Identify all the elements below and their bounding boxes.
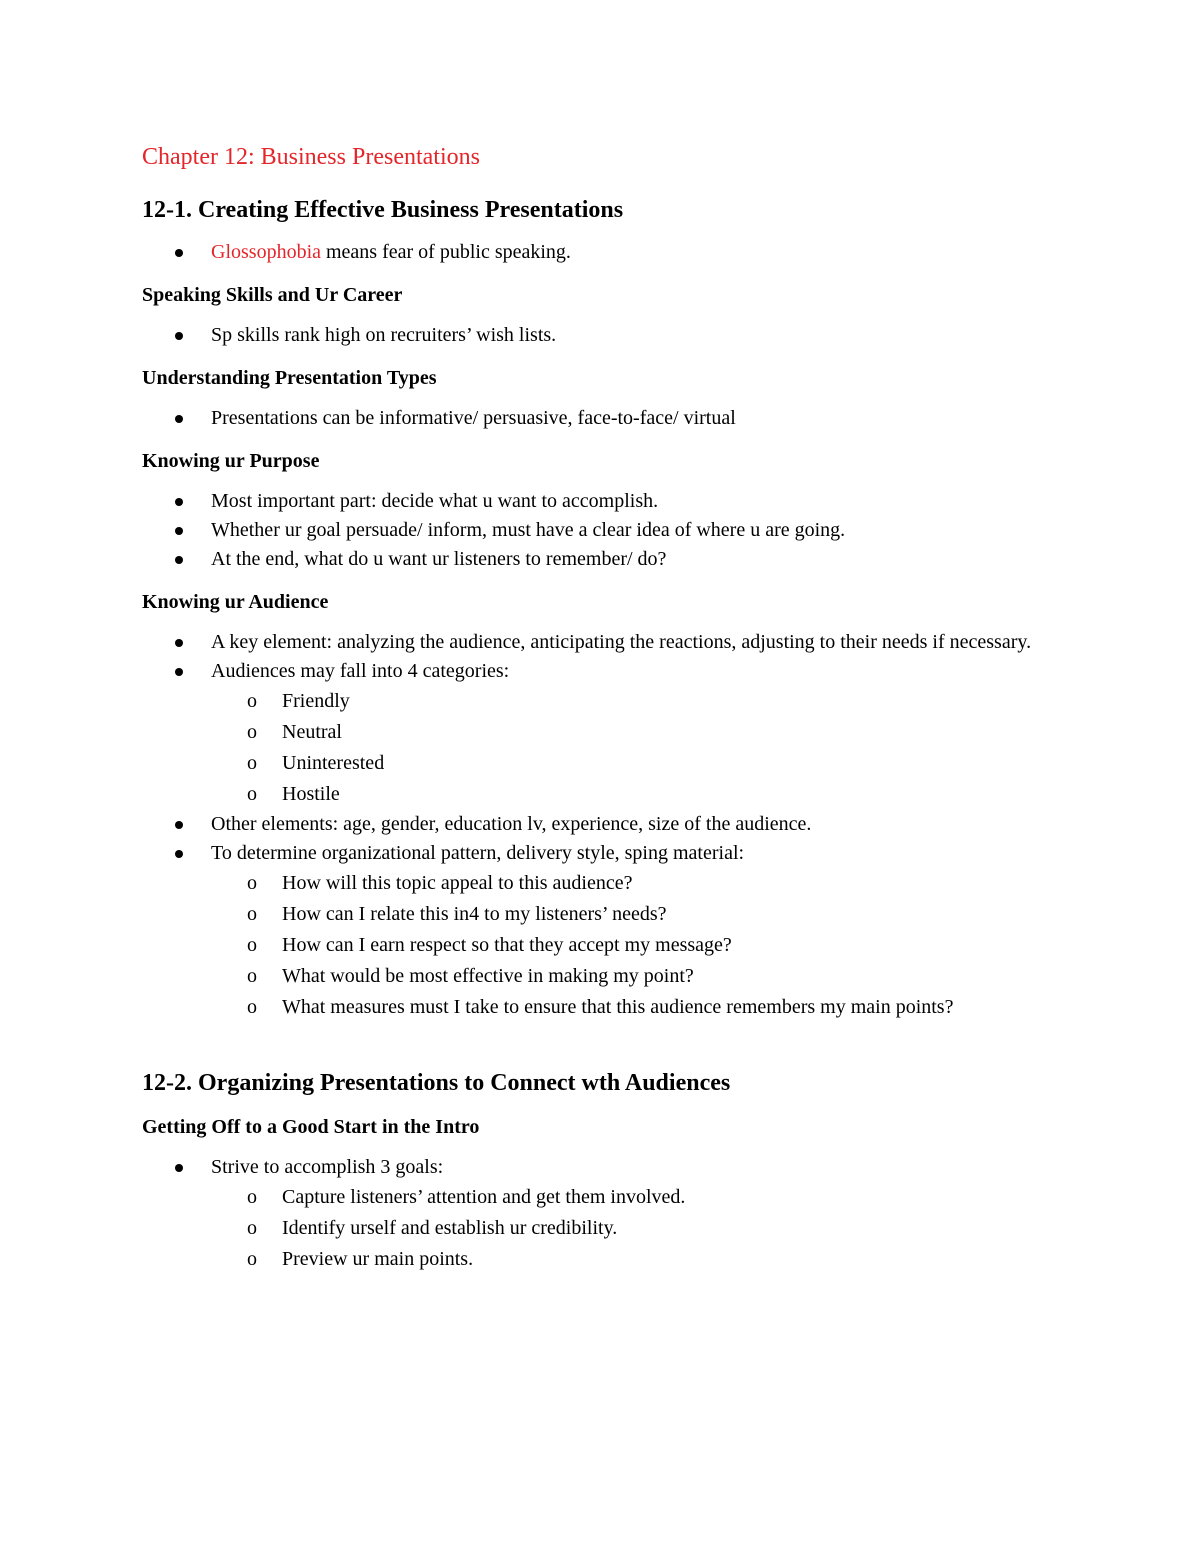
list-item [142,545,1062,574]
circle-bullet-icon: o [247,872,257,894]
circle-bullet-icon: o [247,903,257,925]
sub-list-item [211,899,1062,930]
sub-list-item-text: Preview ur main points. [282,1248,474,1270]
bullet-icon [175,639,183,647]
bullet-icon [175,498,183,506]
sub-list-item-text: Capture listeners’ attention and get them involved. [282,1186,686,1208]
bullet-icon [175,821,183,829]
audience-questions-list [211,868,1062,1023]
document-page [142,140,1062,1275]
sub-list-item [211,961,1062,992]
sub-list-item-text: What measures must I take to ensure that this audience remembers my main points? [282,996,954,1018]
sub-list-item-text: Identify urself and establish ur credibility. [282,1217,618,1239]
circle-bullet-icon: o [247,965,257,987]
bullet-icon [175,556,183,564]
list-item [142,487,1062,516]
bullet-icon [175,850,183,858]
sub-list-item [211,686,1062,717]
sub-list-item [211,779,1062,810]
list-item [142,516,1062,545]
intro-list [142,238,1062,267]
list-item [142,321,1062,350]
sub-list-item-text: Friendly [282,690,350,712]
list-item [142,657,1062,810]
bullet-icon [175,1164,183,1172]
glossophobia-definition: means fear of public speaking. [321,241,571,263]
list-item-text: Audiences may fall into 4 categories: [211,660,510,682]
list-item [142,628,1062,657]
list-item-text: Strive to accomplish 3 goals: [211,1156,444,1178]
intro-goals-list [142,1153,1062,1275]
list-item [142,238,1062,267]
list-item-text: Whether ur goal persuade/ inform, must have a clear idea of where u are going. [211,519,846,541]
sub-list-item [211,868,1062,899]
bullet-icon [175,415,183,423]
glossophobia-term: Glossophobia [211,241,321,263]
list-item-text: Most important part: decide what u want to accomplish. [211,490,659,512]
list-item-text: Presentations can be informative/ persuasive, face-to-face/ virtual [211,407,736,429]
chapter-title: Chapter 12: Business Presentations [142,144,480,170]
circle-bullet-icon: o [247,690,257,712]
audience-heading: Knowing ur Audience [142,591,329,613]
circle-bullet-icon: o [247,1217,257,1239]
sub-list-item-text: How can I earn respect so that they accept my message? [282,934,732,956]
sub-list-item [211,930,1062,961]
speaking-skills-heading: Speaking Skills and Ur Career [142,284,403,306]
bullet-icon [175,668,183,676]
purpose-list [142,487,1062,574]
audience-list [142,628,1062,1023]
sub-list-item-text: Hostile [282,783,340,805]
list-item [142,404,1062,433]
intro-start-heading: Getting Off to a Good Start in the Intro [142,1116,480,1138]
sub-list-item [211,992,1062,1023]
list-item-text: Other elements: age, gender, education lv, experience, size of the audience. [211,813,812,835]
presentation-types-list [142,404,1062,433]
sub-list-item-text: Uninterested [282,752,385,774]
list-item-text: To determine organizational pattern, delivery style, sping material: [211,842,745,864]
sub-list-item [211,748,1062,779]
presentation-types-heading: Understanding Presentation Types [142,367,437,389]
sub-list-item-text: What would be most effective in making my point? [282,965,694,987]
sub-list-item [211,1182,1062,1213]
circle-bullet-icon: o [247,1186,257,1208]
section-1-title: 12-1. Creating Effective Business Presentations [142,197,624,223]
circle-bullet-icon: o [247,934,257,956]
bullet-icon [175,527,183,535]
goals-sub-list [211,1182,1062,1275]
circle-bullet-icon: o [247,1248,257,1270]
purpose-heading: Knowing ur Purpose [142,450,320,472]
circle-bullet-icon: o [247,752,257,774]
sub-list-item [211,717,1062,748]
list-item [142,1153,1062,1275]
sub-list-item-text: How can I relate this in4 to my listeners’ needs? [282,903,667,925]
sub-list-item-text: Neutral [282,721,342,743]
list-item [142,839,1062,1023]
list-item-text: Sp skills rank high on recruiters’ wish lists. [211,324,557,346]
bullet-icon [175,332,183,340]
circle-bullet-icon: o [247,721,257,743]
circle-bullet-icon: o [247,783,257,805]
speaking-skills-list [142,321,1062,350]
section-2-title: 12-2. Organizing Presentations to Connect wth Audiences [142,1070,731,1096]
list-item-text: At the end, what do u want ur listeners to remember/ do? [211,548,667,570]
bullet-icon [175,249,183,257]
sub-list-item [211,1244,1062,1275]
sub-list-item-text: How will this topic appeal to this audience? [282,872,633,894]
list-item-text: A key element: analyzing the audience, anticipating the reactions, adjusting to their needs if necessary. [211,631,1032,653]
list-item [142,810,1062,839]
audience-categories-list [211,686,1062,810]
sub-list-item [211,1213,1062,1244]
circle-bullet-icon: o [247,996,257,1018]
